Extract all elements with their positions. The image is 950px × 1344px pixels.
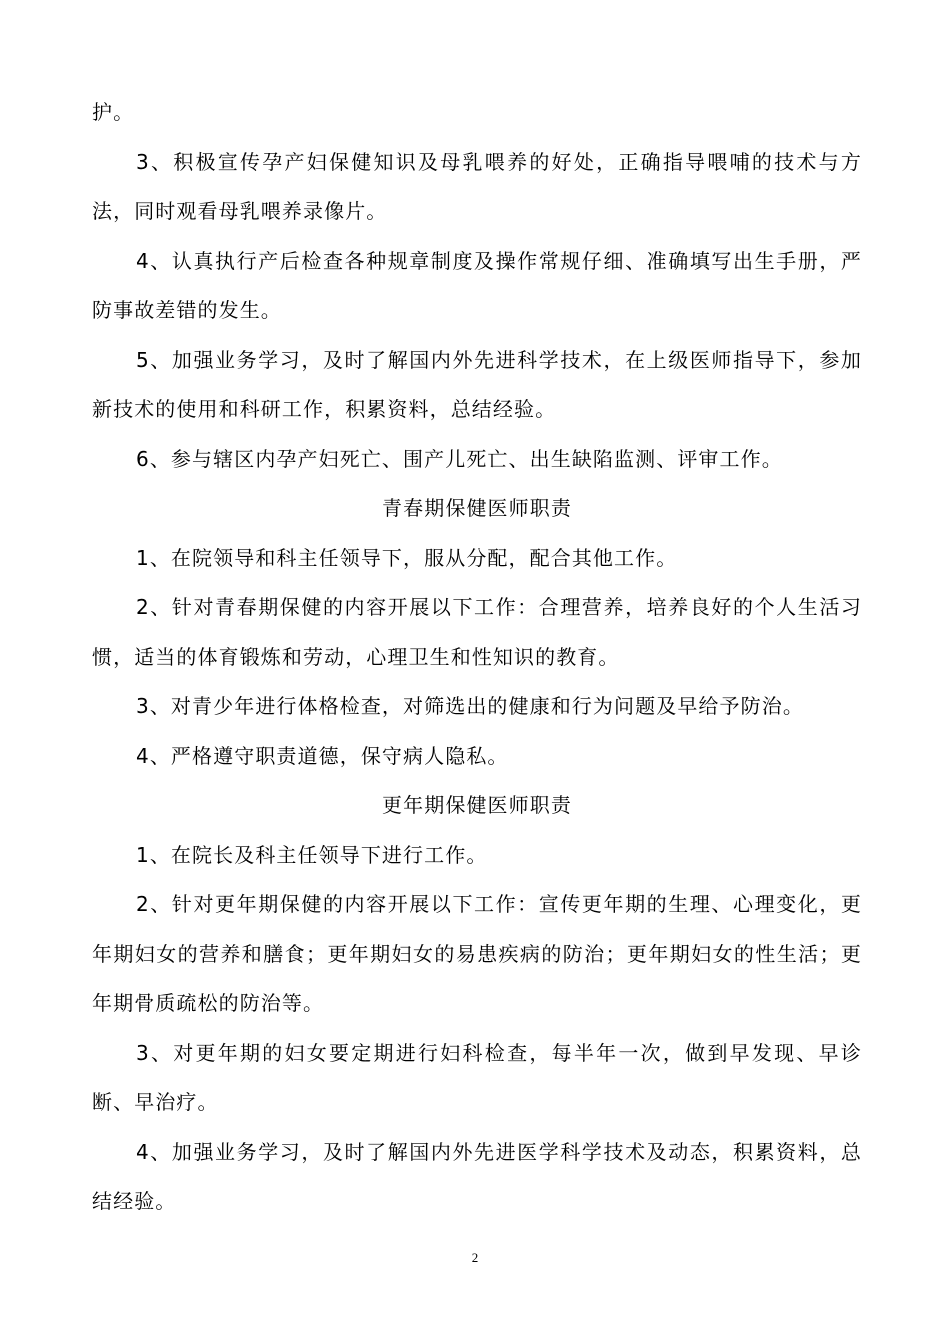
paragraph: 1、在院领导和科主任领导下，服从分配，配合其他工作。 (136, 545, 678, 570)
continuation-text: 护。 (92, 100, 135, 124)
paragraph: 2、针对更年期保健的内容开展以下工作：宣传更年期的生理、心理变化，更年期妇女的营养和膳食；更年期妇女的易患疾病的防治；更年期妇女的性生活；更年期骨质疏松的防治等。 (92, 892, 862, 1015)
paragraph: 4、加强业务学习，及时了解国内外先进医学科学技术及动态，积累资料，总结经验。 (92, 1139, 862, 1213)
page-number: 2 (471, 1250, 479, 1265)
paragraph: 6、参与辖区内孕产妇死亡、围产儿死亡、出生缺陷监测、评审工作。 (136, 446, 783, 471)
document-body (92, 88, 862, 1227)
section-heading-adolescent: 青春期保健医师职责 (382, 496, 572, 520)
paragraph: 3、对更年期的妇女要定期进行妇科检查，每半年一次，做到早发现、早诊断、早治疗。 (92, 1040, 862, 1114)
paragraph: 1、在院长及科主任领导下进行工作。 (136, 842, 488, 867)
paragraph: 2、针对青春期保健的内容开展以下工作：合理营养，培养良好的个人生活习惯，适当的体育锻炼和劳动，心理卫生和性知识的教育。 (92, 595, 862, 669)
section-heading-menopause: 更年期保健医师职责 (382, 793, 572, 817)
paragraph: 4、严格遵守职责道德，保守病人隐私。 (136, 743, 509, 768)
paragraph: 5、加强业务学习，及时了解国内外先进科学技术，在上级医师指导下，参加新技术的使用和科研工作，积累资料，总结经验。 (92, 347, 862, 421)
paragraph: 3、对青少年进行体格检查，对筛选出的健康和行为问题及早给予防治。 (136, 694, 804, 718)
paragraph: 4、认真执行产后检查各种规章制度及操作常规仔细、准确填写出生手册，严防事故差错的发生。 (92, 248, 862, 322)
paragraph: 3、积极宣传孕产妇保健知识及母乳喂养的好处，正确指导喂哺的技术与方法，同时观看母乳喂养录像片。 (92, 149, 862, 223)
